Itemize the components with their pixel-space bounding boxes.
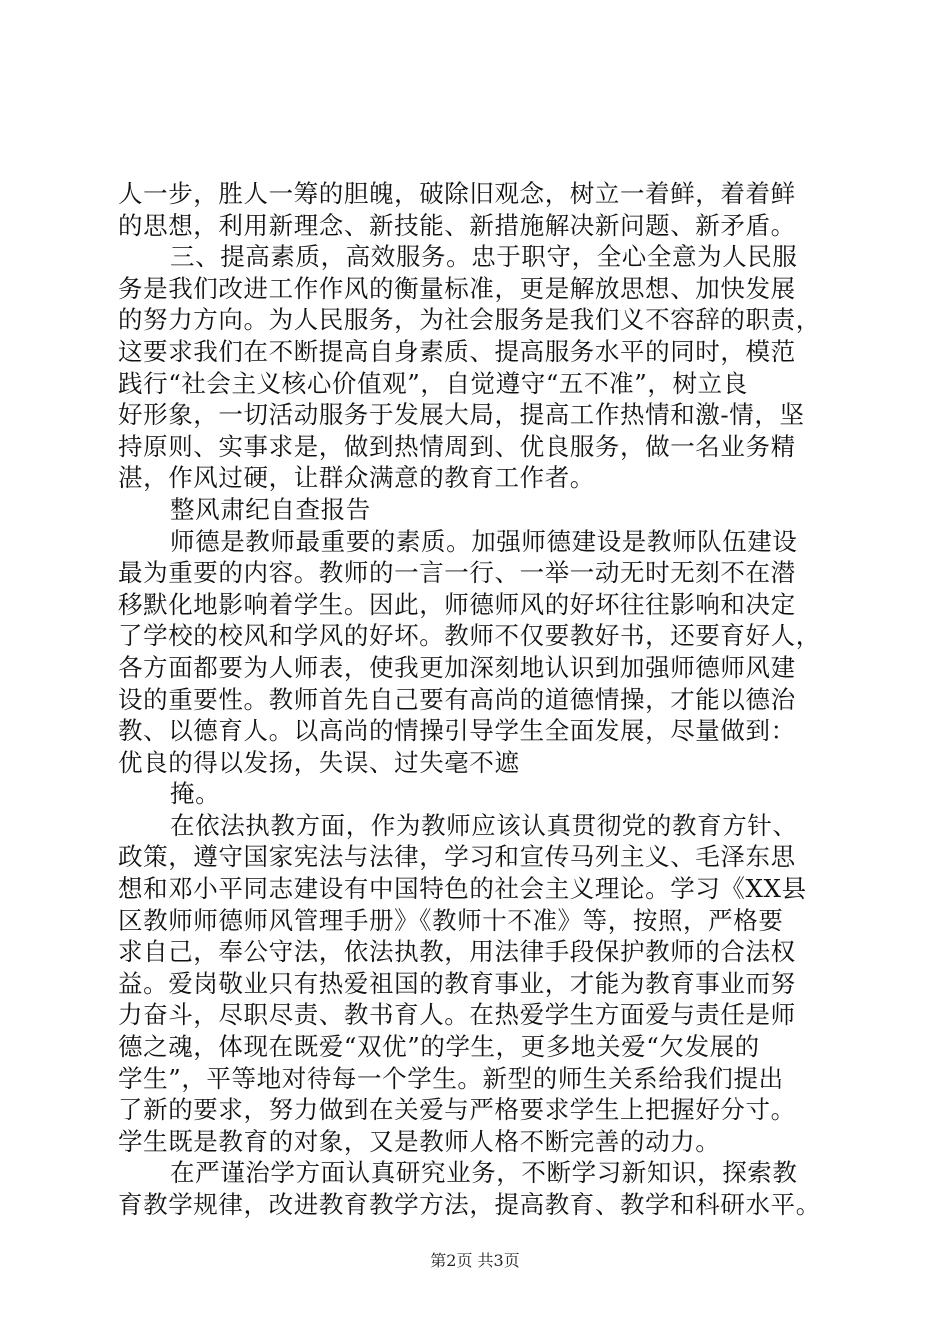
text-line: 在严谨治学方面认真研究业务，不断学习新知识，探索教 [170,1158,798,1188]
text-line: 了新的要求，努力做到在关爱与严格要求学生上把握好分寸。 [118,1095,796,1125]
text-line: 区教师师德师风管理手册》《教师十不准》等，按照，严格要 [118,905,784,935]
text-line: 益。爱岗敬业只有热爱祖国的教育事业，才能为教育事业而努 [118,968,796,998]
text-line: 在依法执教方面，作为教师应该认真贯彻党的教育方针、 [170,810,798,840]
text-line: 务是我们改进工作作风的衡量标准，更是解放思想、加快发展 [118,273,796,303]
text-line: 想和邓小平同志建设有中国特色的社会主义理论。学习《XX县 [118,874,807,904]
text-line: 德之魂，体现在既爱“双优”的学生，更多地关爱“欠发展的 [118,1032,760,1062]
text-line: 践行“社会主义核心价值观”，自觉遵守“五不准”，树立良 [118,368,748,398]
text-line: 掩。 [170,779,221,809]
text-line: 设的重要性。教师首先自己要有高尚的道德情操，才能以德治 [118,684,796,714]
text-line: 的思想，利用新理念、新技能、新措施解决新问题、新矛盾。 [118,210,796,240]
text-line: 学生既是教育的对象，又是教师人格不断完善的动力。 [118,1126,721,1156]
text-line: 移默化地影响着学生。因此，师德师风的好坏往往影响和决定 [118,589,796,619]
text-line: 三、提高素质，高效服务。忠于职守，全心全意为人民服 [170,242,798,272]
text-line: 人一步，胜人一筹的胆魄，破除旧观念，树立一着鲜，着着鲜 [118,179,796,208]
text-line: 育教学规律，改进教育教学方法，提高教育、教学和科研水平。 [118,1190,821,1219]
text-line: 的努力方向。为人民服务，为社会服务是我们义不容辞的职责， [118,305,821,335]
text-line: 学生”，平等地对待每一个学生。新型的师生关系给我们提出 [118,1063,784,1093]
text-line: 湛，作风过硬，让群众满意的教育工作者。 [118,463,595,493]
text-line: 这要求我们在不断提高自身素质、提高服务水平的同时，模范 [118,336,796,366]
text-line: 力奋斗，尽职尽责、教书育人。在热爱学生方面爱与责任是师 [118,1000,796,1030]
text-line: 各方面都要为人师表，使我更加深刻地认识到加强师德师风建 [118,652,796,682]
text-line: 好形象，一切活动服务于发展大局，提高工作热情和激-情，坚 [118,400,805,430]
text-line: 师德是教师最重要的素质。加强师德建设是教师队伍建设 [170,526,798,556]
text-line: 最为重要的内容。教师的一言一行、一举一动无时无刻不在潜 [118,558,796,588]
text-line: 了学校的校风和学风的好坏。教师不仅要教好书，还要育好人， [118,621,821,651]
document-body [118,178,838,1221]
page-footer: 第2页 共3页 [430,1251,520,1270]
text-line: 持原则、实事求是，做到热情周到、优良服务，做一名业务精 [118,431,796,461]
text-line: 政策，遵守国家宪法与法律，学习和宣传马列主义、毛泽东思 [118,842,796,872]
section-heading: 整风肃纪自查报告 [170,494,371,524]
text-line: 教、以德育人。以高尚的情操引导学生全面发展，尽量做到： [118,716,796,746]
text-line: 优良的得以发扬，失误、过失毫不遮 [118,747,520,777]
text-line: 求自己，奉公守法，依法执教，用法律手段保护教师的合法权 [118,937,796,967]
